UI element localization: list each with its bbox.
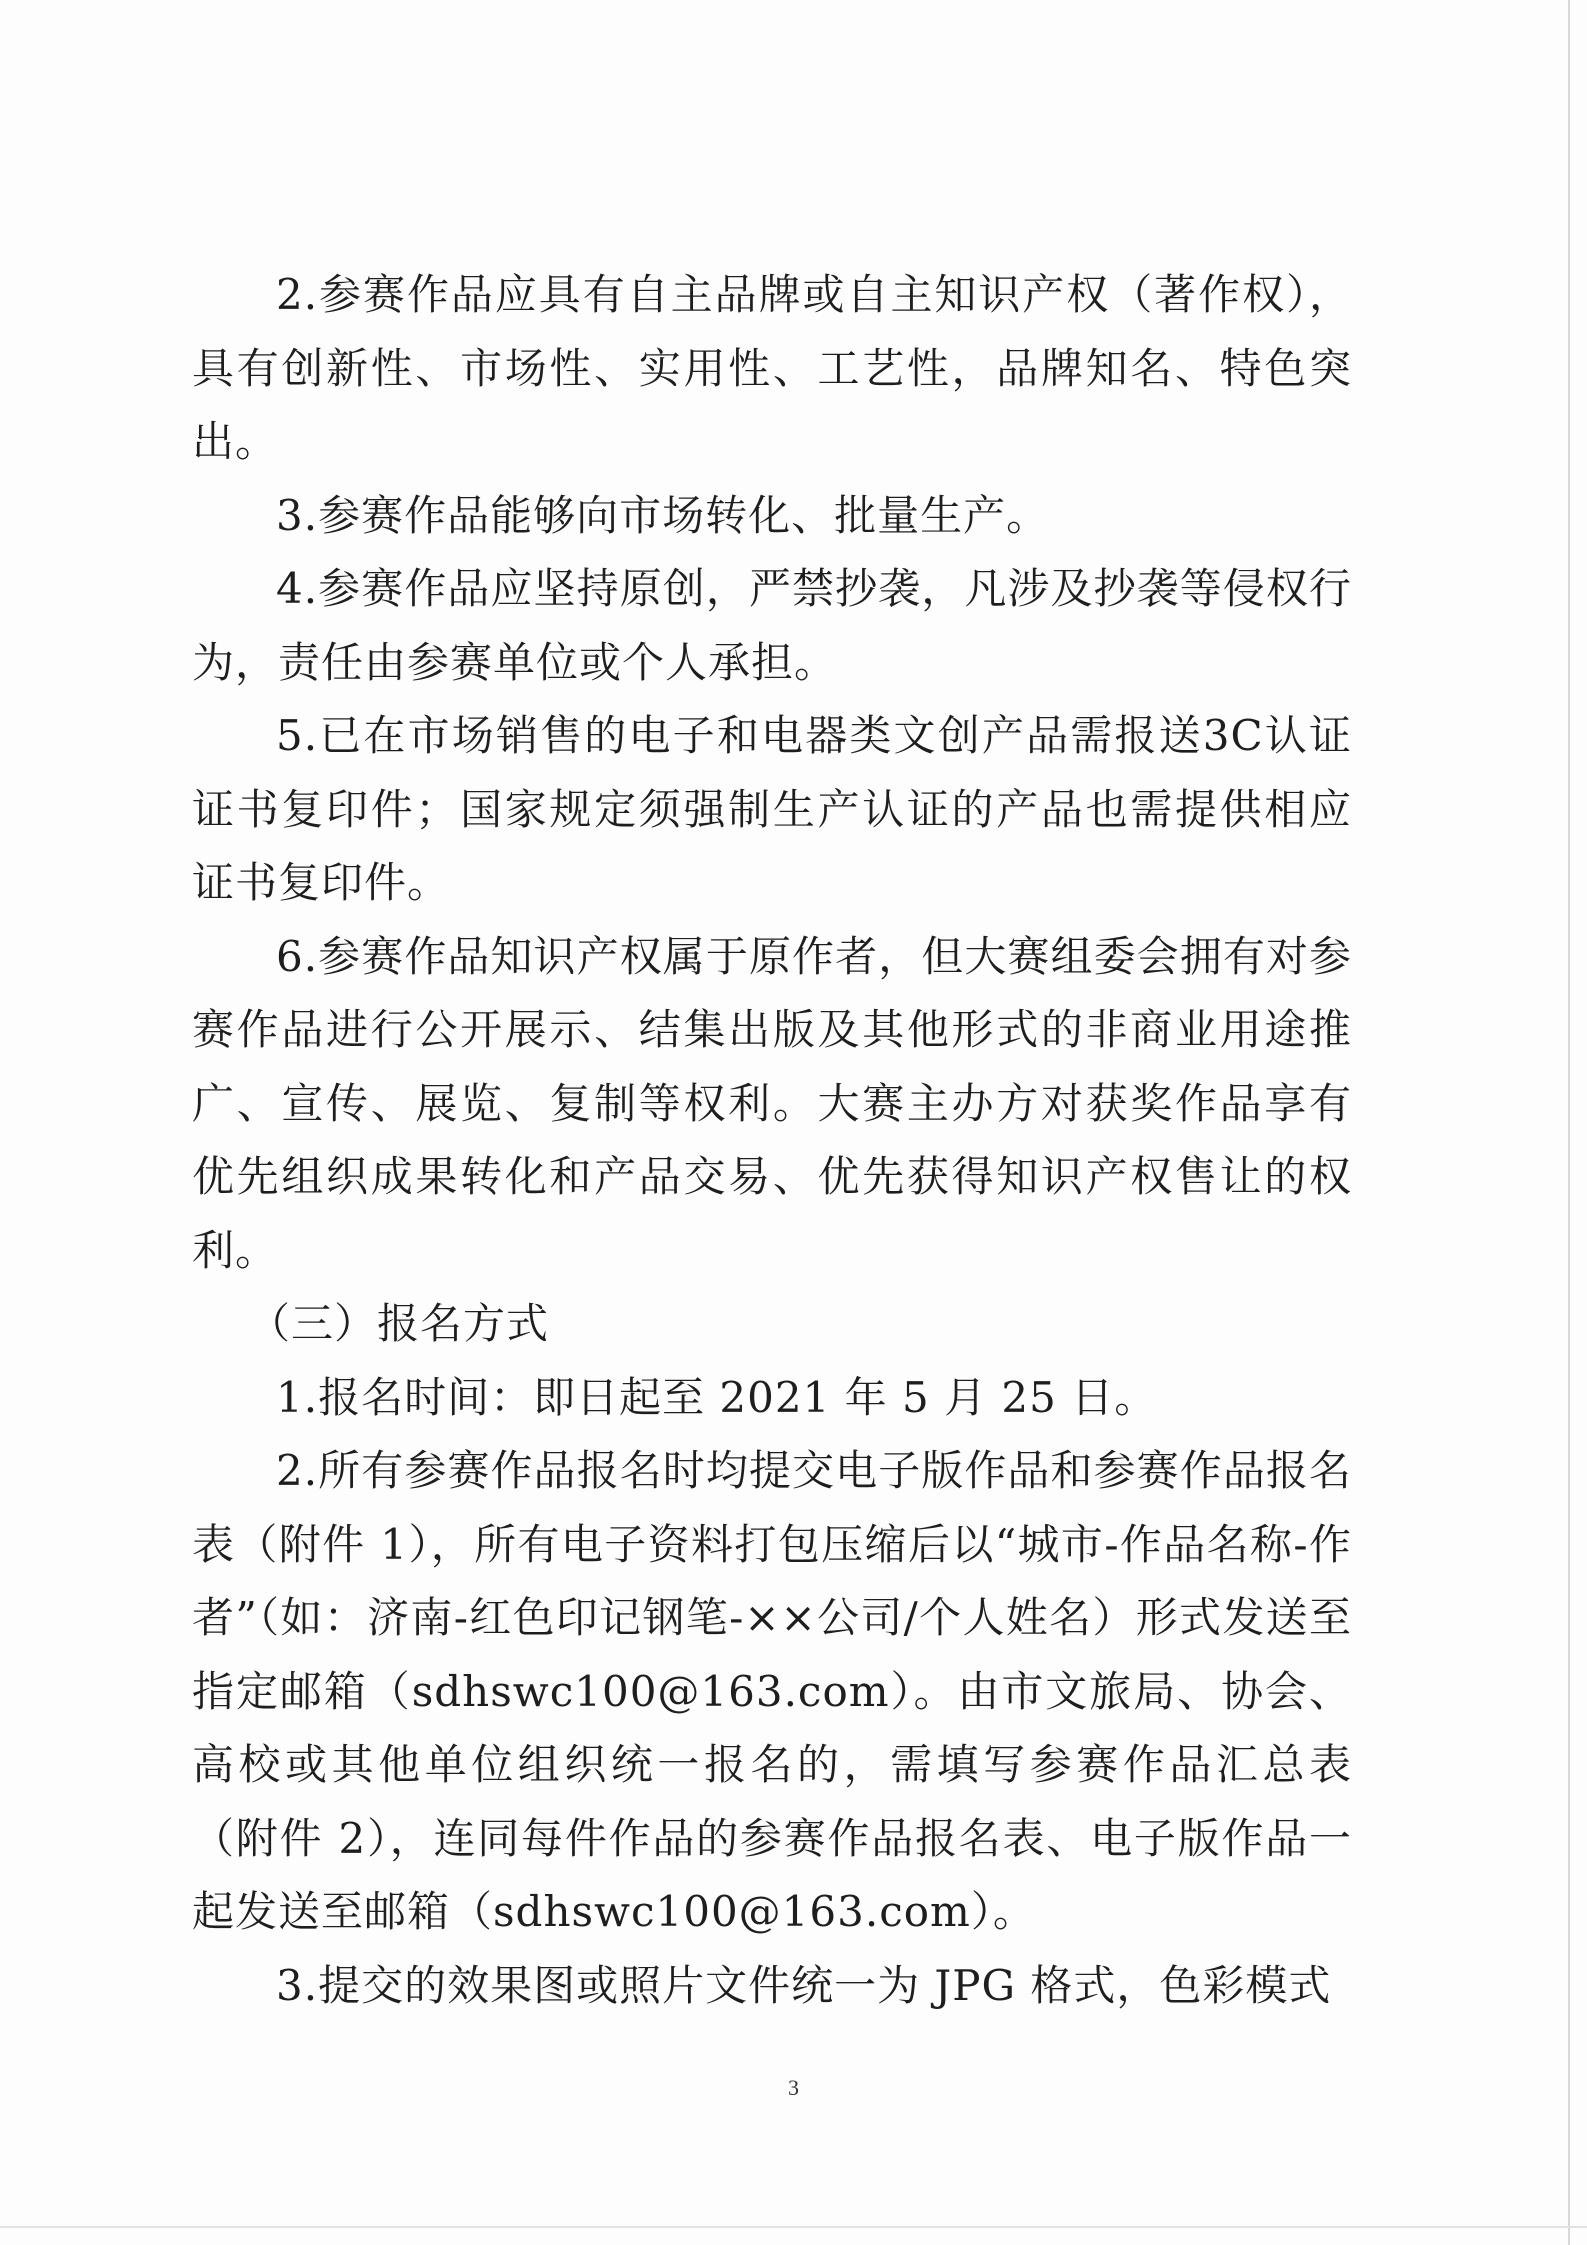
paragraph-requirement-2: 2.参赛作品应具有自主品牌或自主知识产权（著作权），具有创新性、市场性、实用性、工艺性，品牌知名、特色突出。: [192, 270, 1352, 466]
paragraph-registration-time: 1.报名时间：即日起至 2021 年 5 月 25 日。: [276, 1372, 1158, 1422]
paragraph-requirement-4: 4.参赛作品应坚持原创，严禁抄袭，凡涉及抄袭等侵权行为，责任由参赛单位或个人承担。: [192, 564, 1352, 687]
page-edge-right: [1568, 0, 1570, 2245]
page-number: 3: [788, 2075, 799, 2100]
page-edge-bottom: [0, 2226, 1587, 2228]
paragraph-registration-submission: 2.所有参赛作品报名时均提交电子版作品和参赛作品报名表（附件 1），所有电子资料打包压缩后以“城市-作品名称-作者”（如：济南-红色印记钢笔-××公司/个人姓名）形式发送至指定邮箱（sdhswc100@163.com）。由市文旅局、协会、高校或其他单位组织统一报名的，需填写参赛作品汇总表（附件 2），连同每件作品的参赛作品报名表、电子版作品一起发送至邮箱（sdhswc100@163.com）。: [192, 1446, 1352, 1936]
document-body: [192, 258, 1352, 2022]
paragraph-requirement-5: 5.已在市场销售的电子和电器类文创产品需报送3C认证证书复印件；国家规定须强制生产认证的产品也需提供相应证书复印件。: [192, 711, 1352, 907]
paragraph-file-format: 3.提交的效果图或照片文件统一为 JPG 格式，色彩模式: [276, 1960, 1332, 2010]
paragraph-requirement-6: 6.参赛作品知识产权属于原作者，但大赛组委会拥有对参赛作品进行公开展示、结集出版及其他形式的非商业用途推广、宣传、展览、复制等权利。大赛主办方对获奖作品享有优先组织成果转化和产品交易、优先获得知识产权售让的权利。: [192, 931, 1352, 1275]
paragraph-requirement-3: 3.参赛作品能够向市场转化、批量生产。: [276, 490, 1050, 540]
section-heading-registration: （三）报名方式: [248, 1299, 550, 1348]
